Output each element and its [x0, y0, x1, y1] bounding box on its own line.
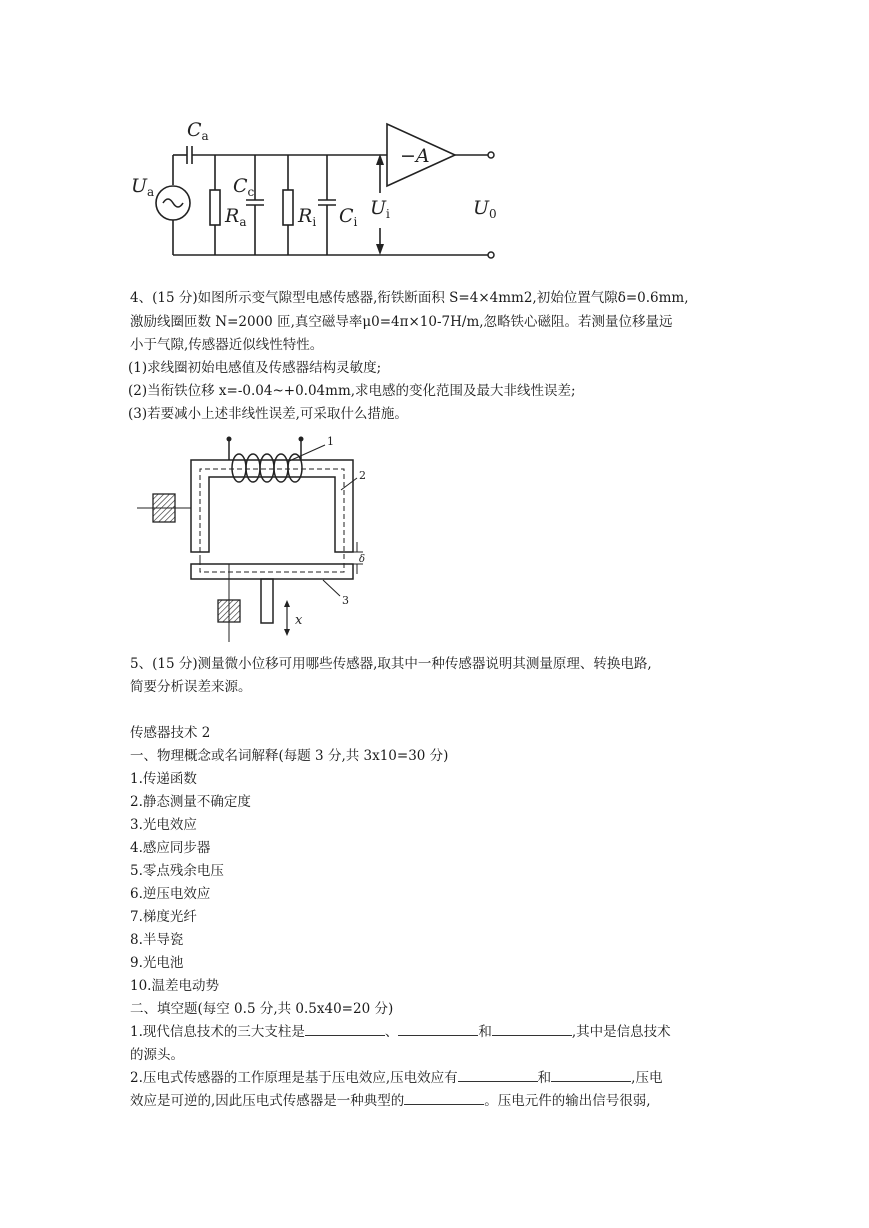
term-item: 9.光电池: [130, 955, 184, 971]
fill-blank[interactable]: [551, 1067, 631, 1082]
q5-text-line-1: 5、(15 分)测量微小位移可用哪些传感器,取其中一种传感器说明其测量原理、转换电路,: [130, 656, 652, 672]
fill-question-2: 2.压电式传感器的工作原理是基于压电效应,压电效应有 和 ,压电: [130, 1067, 662, 1089]
svg-text:Ua: $U_a$: [131, 175, 155, 199]
svg-text:x: x: [295, 613, 303, 628]
term-item: 3.光电效应: [130, 817, 197, 833]
term-item: 4.感应同步器: [130, 840, 211, 856]
svg-text:Ri: $R_i$: [298, 205, 317, 229]
fill-question-1-cont: 的源头。: [130, 1047, 184, 1063]
section-title: 传感器技术 2: [130, 725, 211, 741]
term-item: 7.梯度光纤: [130, 909, 197, 925]
svg-text:1: 1: [327, 435, 334, 448]
fill-blank[interactable]: [398, 1021, 478, 1036]
term-item: 8.半导瓷: [130, 932, 184, 948]
svg-text:2: 2: [359, 469, 366, 482]
term-item: 5.零点残余电压: [130, 863, 224, 879]
term-item: 10.温差电动势: [130, 978, 219, 994]
fill-question-2-cont: 效应是可逆的,因此压电式传感器是一种典型的 。压电元件的输出信号很弱,: [130, 1090, 651, 1112]
svg-text:δ: δ: [359, 554, 366, 565]
q5-text-line-2: 简要分析误差来源。: [130, 679, 252, 695]
svg-text:Ci: $C_i$: [339, 205, 358, 229]
q4-subquestion-3: (3)若要减小上述非线性误差,可采取什么措施。: [128, 406, 408, 422]
svg-text:Ui: $U_i$: [370, 197, 390, 221]
fill-blank[interactable]: [458, 1067, 538, 1082]
q4-text-line-3: 小于气隙,传感器近似线性特性。: [130, 337, 324, 353]
fill-question-1: 1.现代信息技术的三大支柱是 、 和 ,其中是信息技术: [130, 1021, 671, 1043]
part2-heading: 二、填空题(每空 0.5 分,共 0.5x40=20 分): [130, 1001, 394, 1017]
fill-blank[interactable]: [305, 1021, 385, 1036]
q4-text-line-2: 激励线圈匝数 N=2000 匝,真空磁导率μ0=4π×10-7H/m,忽略铁心磁阻。若测量位移量远: [130, 314, 673, 330]
svg-text:−A: −A: [400, 145, 430, 167]
svg-text:Ra: $R_a$: [225, 205, 247, 229]
q4-subquestion-1: (1)求线圈初始电感值及传感器结构灵敏度;: [128, 360, 382, 376]
term-item: 1.传递函数: [130, 771, 197, 787]
q4-subquestion-2: (2)当衔铁位移 x=-0.04~+0.04mm,求电感的变化范围及最大非线性误差;: [128, 383, 576, 399]
svg-text:Cc: $C_c$: [233, 175, 255, 199]
variable-gap-inductive-sensor-diagram: [135, 432, 375, 647]
q4-text-line-1: 4、(15 分)如图所示变气隙型电感传感器,衔铁断面积 S=4×4mm2,初始位置气隙δ=0.6mm,: [130, 290, 689, 306]
part1-heading: 一、物理概念或名词解释(每题 3 分,共 3x10=30 分): [130, 748, 449, 764]
fill-blank[interactable]: [492, 1021, 572, 1036]
term-item: 6.逆压电效应: [130, 886, 211, 902]
svg-text:Ca: $C_a$: [187, 119, 209, 143]
fill-blank[interactable]: [404, 1090, 484, 1105]
term-item: 2.静态测量不确定度: [130, 794, 251, 810]
svg-text:3: 3: [342, 594, 349, 607]
svg-text:U0: $U_0$: [473, 197, 497, 221]
charge-amplifier-circuit-diagram: [125, 110, 515, 270]
